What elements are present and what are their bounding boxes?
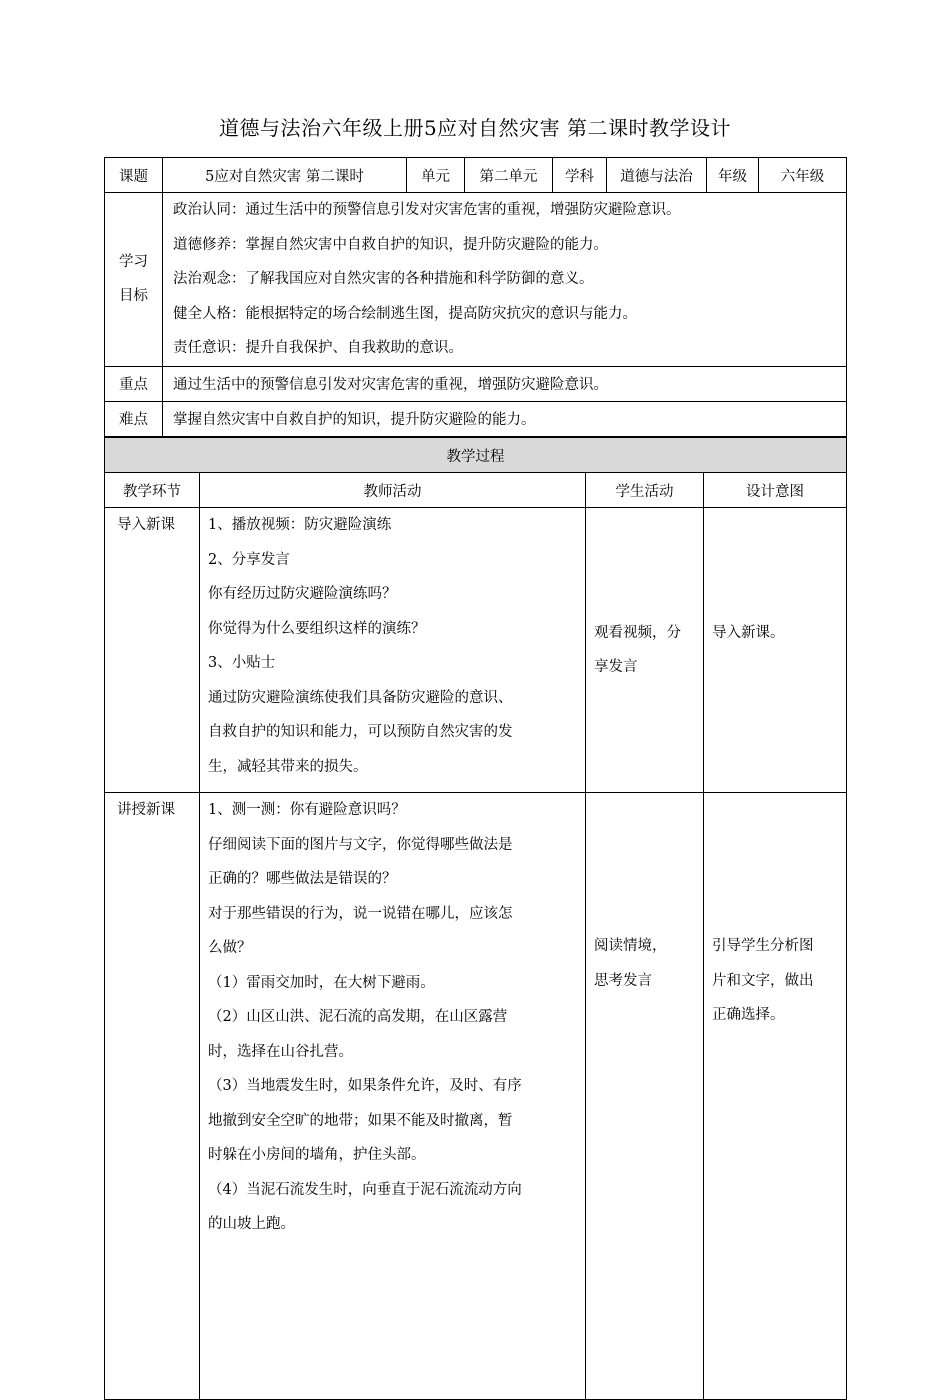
difficult-point-value: 掌握自然灾害中自救自护的知识，提升防灾避险的能力。 bbox=[163, 401, 847, 436]
teacher-line: 时，选择在山谷扎营。 bbox=[208, 1043, 353, 1060]
unit-value: 第二单元 bbox=[465, 158, 553, 193]
teacher-line: 通过防灾避险演练使我们具备防灾避险的意识、 bbox=[208, 689, 513, 706]
teacher-line: 地撤到安全空旷的地带；如果不能及时撤离，暂 bbox=[208, 1112, 513, 1129]
teacher-line: 1、播放视频：防灾避险演练 bbox=[208, 517, 392, 533]
objective-item: 责任意识：提升自我保护、自我救助的意识。 bbox=[173, 340, 463, 356]
teacher-line: （2）山区山洪、泥石流的高发期，在山区露营 bbox=[208, 1009, 508, 1025]
unit-label: 单元 bbox=[407, 158, 465, 193]
intent-line: 导入新课。 bbox=[712, 624, 785, 641]
process-row-teaching bbox=[105, 793, 847, 1400]
teacher-line: 时躲在小房间的墙角，护住头部。 bbox=[208, 1147, 426, 1163]
teacher-line: 生，减轻其带来的损失。 bbox=[208, 758, 368, 775]
student-line: 观看视频，分 bbox=[594, 624, 681, 641]
teacher-line: （4）当泥石流发生时，向垂直于泥石流流动方向 bbox=[208, 1181, 522, 1198]
stage-cell: 讲授新课 bbox=[105, 793, 200, 1400]
subject-value: 道德与法治 bbox=[607, 158, 707, 193]
objective-item: 法治观念：了解我国应对自然灾害的各种措施和科学防御的意义。 bbox=[173, 271, 594, 287]
intent-line: 引导学生分析图 bbox=[712, 938, 814, 954]
objectives-list bbox=[163, 193, 847, 367]
info-row bbox=[105, 158, 847, 193]
teacher-line: 你有经历过防灾避险演练吗？ bbox=[208, 586, 397, 602]
teacher-line: 2、分享发言 bbox=[208, 551, 290, 568]
key-point-label: 重点 bbox=[105, 366, 163, 401]
topic-value: 5应对自然灾害 第二课时 bbox=[163, 158, 407, 193]
column-header: 教师活动 bbox=[200, 473, 586, 508]
page-title: 道德与法治六年级上册5应对自然灾害 第二课时教学设计 bbox=[218, 116, 732, 140]
design-intent bbox=[704, 508, 847, 793]
process-row-intro bbox=[105, 508, 847, 793]
teaching-process-table bbox=[104, 437, 847, 1400]
objective-item: 道德修养：掌握自然灾害中自救自护的知识，提升防灾避险的能力。 bbox=[173, 236, 608, 253]
design-intent bbox=[704, 793, 847, 1400]
objectives-label-line: 学习 bbox=[119, 254, 148, 271]
topic-label: 课题 bbox=[105, 158, 163, 193]
teacher-line: 的山坡上跑。 bbox=[208, 1216, 295, 1232]
grade-value: 六年级 bbox=[759, 158, 847, 193]
lesson-info-table bbox=[104, 157, 847, 437]
student-line: 享发言 bbox=[594, 659, 638, 675]
difficult-point-row bbox=[105, 401, 847, 436]
teacher-line: 正确的？哪些做法是错误的？ bbox=[208, 871, 397, 887]
stage-cell: 导入新课 bbox=[105, 508, 200, 793]
objectives-row bbox=[105, 193, 847, 367]
student-line: 思考发言 bbox=[594, 972, 652, 989]
objectives-label-line: 目标 bbox=[119, 288, 148, 305]
objective-item: 政治认同：通过生活中的预警信息引发对灾害危害的重视，增强防灾避险意识。 bbox=[173, 202, 681, 218]
process-heading: 教学过程 bbox=[105, 438, 847, 473]
key-point-row bbox=[105, 366, 847, 401]
process-header-row bbox=[105, 473, 847, 508]
column-header: 教学环节 bbox=[105, 473, 200, 508]
objectives-label bbox=[105, 193, 163, 367]
teacher-line: 你觉得为什么要组织这样的演练？ bbox=[208, 620, 426, 637]
student-line: 阅读情境， bbox=[594, 938, 667, 954]
subject-label: 学科 bbox=[553, 158, 607, 193]
key-point-value: 通过生活中的预警信息引发对灾害危害的重视，增强防灾避险意识。 bbox=[163, 366, 847, 401]
teacher-line: （1）雷雨交加时，在大树下避雨。 bbox=[208, 974, 435, 991]
teacher-line: 自救自护的知识和能力，可以预防自然灾害的发 bbox=[208, 724, 513, 740]
objective-item: 健全人格：能根据特定的场合绘制逃生图，提高防灾抗灾的意识与能力。 bbox=[173, 305, 637, 322]
difficult-point-label: 难点 bbox=[105, 401, 163, 436]
teacher-activity bbox=[200, 793, 586, 1400]
grade-label: 年级 bbox=[707, 158, 759, 193]
teacher-line: 1、测一测：你有避险意识吗？ bbox=[208, 802, 406, 818]
student-activity bbox=[586, 508, 704, 793]
teacher-line: 仔细阅读下面的图片与文字，你觉得哪些做法是 bbox=[208, 836, 513, 853]
teacher-activity bbox=[200, 508, 586, 793]
intent-line: 正确选择。 bbox=[712, 1007, 785, 1023]
student-activity bbox=[586, 793, 704, 1400]
column-header: 学生活动 bbox=[586, 473, 704, 508]
teacher-line: 么做？ bbox=[208, 940, 252, 956]
column-header: 设计意图 bbox=[704, 473, 847, 508]
teacher-line: 3、小贴士 bbox=[208, 655, 276, 671]
teacher-line: （3）当地震发生时，如果条件允许，及时、有序 bbox=[208, 1078, 522, 1094]
intent-line: 片和文字，做出 bbox=[712, 972, 814, 989]
teacher-line: 对于那些错误的行为，说一说错在哪儿，应该怎 bbox=[208, 905, 513, 922]
